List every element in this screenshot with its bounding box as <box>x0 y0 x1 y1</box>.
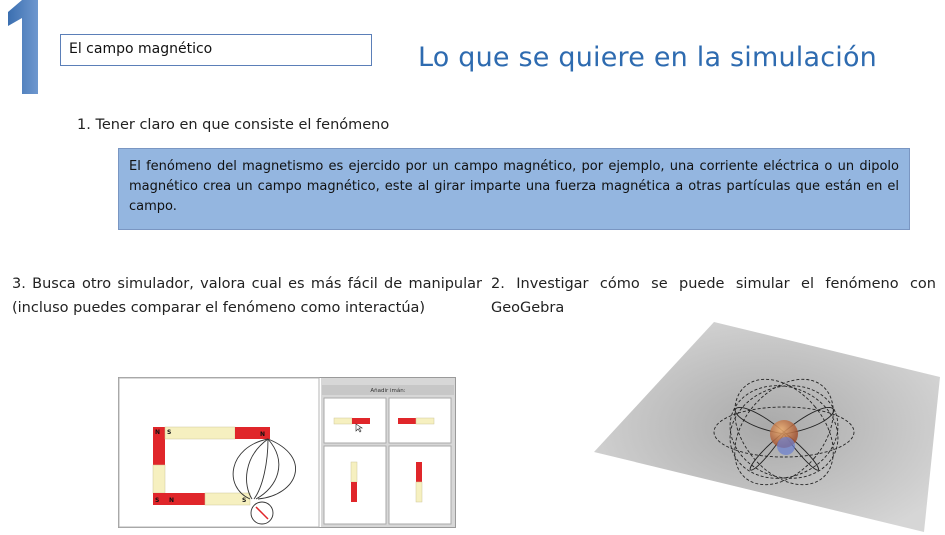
point-1-text: 1. Tener claro en que consiste el fenómeno <box>77 117 390 133</box>
point-2-text: 2. Investigar cómo se puede simular el fenómeno con GeoGebra <box>491 276 936 316</box>
simulator-panel-title: Añadir imán: <box>370 388 406 394</box>
definition-text: El fenómeno del magnetismo es ejercido por un campo magnético, por ejemplo, una corriente eléctrica o un dipolo magnético crea un campo magnético, este al girar imparte una fuerza magnética a otras partículas que están en el campo. <box>129 159 899 214</box>
definition-box <box>118 148 910 230</box>
pole-label-north: N <box>169 497 175 504</box>
magnet-simulator-image <box>118 377 456 528</box>
pole-label-south: S <box>155 497 160 504</box>
slide-heading: Lo que se quiere en la simulación <box>418 42 877 73</box>
pole-label-north: N <box>155 429 161 436</box>
pole-label-south: S <box>242 497 247 504</box>
geogebra-field-image <box>594 322 940 532</box>
slide-number-graphic <box>2 0 44 96</box>
slide-title-box <box>60 34 372 66</box>
point-3-text: 3. Busca otro simulador, valora cual es más fácil de manipular (incluso puedes comparar el fenómeno como interactúa) <box>12 276 482 316</box>
pole-label-north: N <box>260 431 266 438</box>
slide-title: El campo magnético <box>69 41 213 57</box>
pole-label-south: S <box>167 429 172 436</box>
